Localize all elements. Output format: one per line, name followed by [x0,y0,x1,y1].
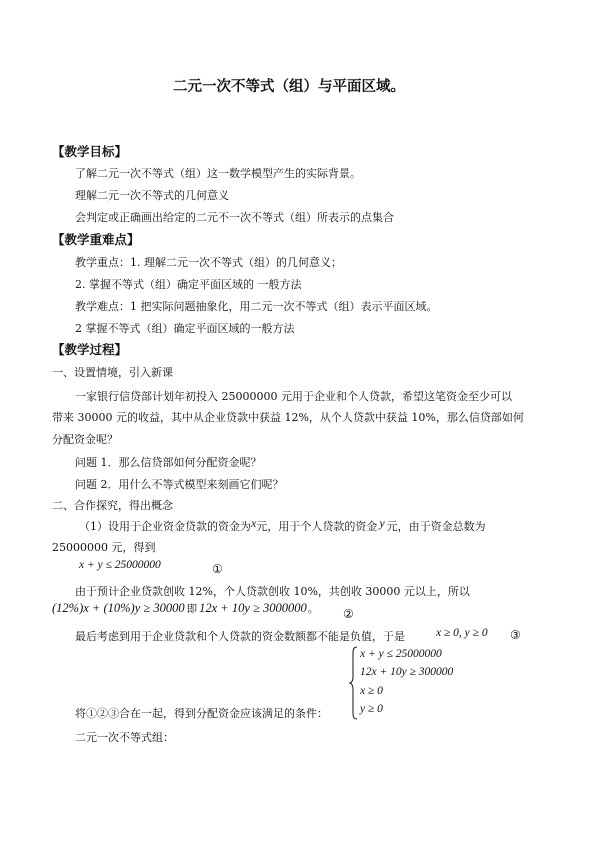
key-point-line: 教学重点：1. 理解二元一次不等式（组）的几何意义； [75,256,342,269]
equation-marker: ③ [510,628,521,642]
inequality-2a: (12%)x + (10%)y ≥ 30000 [52,601,185,615]
paragraph-line: 二元一次不等式组： [75,731,174,744]
system-row: y ≥ 0 [360,703,383,715]
paragraph-line [79,516,486,534]
connector-text: 即 [186,603,198,615]
inequality-2b: 12x + 10y ≥ 3000000 [199,601,307,615]
objective-item: 会判定或正确画出给定的二元不一次不等式（组）所表示的点集合 [75,211,394,224]
inequality-1: x + y ≤ 25000000 [79,559,161,571]
paragraph-line: 25000000 元，得到 [52,541,156,554]
paragraph-text: （1）设用于企业资金贷款的资金为 [79,520,251,533]
paragraph-line: 一家银行信贷部计划年初投入 25000000 元用于企业和个人贷款，希望这笔资金至少可以 [75,390,512,403]
variable-y: y [379,516,385,530]
paragraph-text: 元，由于资金总数为 [386,520,486,533]
section-title: 一、设置情境，引入新课 [52,366,173,379]
inequality-2-line [52,601,319,617]
system-brace [349,646,359,720]
key-point-line: 2 掌握不等式（组）确定平面区域的一般方法 [75,322,295,335]
equation-marker: ② [343,607,354,621]
paragraph-line: 分配资金呢？ [52,433,118,446]
key-points-heading: 【教学重难点】 [52,232,140,247]
objective-item: 理解二元一次不等式的几何意义 [75,189,229,202]
inequality-3: x ≥ 0, y ≥ 0 [436,627,488,639]
section-title: 二、合作探究，得出概念 [52,499,173,512]
objective-item: 了解二元一次不等式（组）这一数学模型产生的实际背景。 [75,167,361,180]
question-2: 问题 2．用什么不等式模型来刻画它们呢？ [75,478,284,491]
paragraph-line: 带来 30000 元的收益，其中从企业贷款中获益 12%，从个人贷款中获益 10%，那么信贷部如何 [52,411,524,424]
system-row: x ≥ 0 [360,685,383,697]
system-row: x + y ≤ 25000000 [360,648,442,660]
key-point-line: 2. 掌握不等式（组）确定平面区域的 一般方法 [75,278,302,291]
page-title: 二元一次不等式（组）与平面区域。 [173,79,405,95]
paragraph-line: 由于预计企业贷款创收 12%，个人贷款创收 10%，共创收 30000 元以上，所以 [75,585,470,598]
paragraph-line: 将①②③合在一起，得到分配资金应该满足的条件： [75,707,328,720]
paragraph-text: 元，用于个人贷款的资金 [256,520,378,533]
period: 。 [307,602,319,615]
key-point-line: 教学难点：1 把实际问题抽象化，用二元一次不等式（组）表示平面区域。 [75,300,438,313]
objectives-heading: 【教学目标】 [52,144,128,159]
variable-x: x [251,516,257,530]
equation-marker: ① [212,562,223,576]
paragraph-line: 最后考虑到用于企业贷款和个人贷款的资金数额都不能是负值，于是 [75,630,405,643]
process-heading: 【教学过程】 [52,342,128,357]
system-row: 12x + 10y ≥ 300000 [360,666,454,678]
question-1: 问题 1．那么信贷部如何分配资金呢？ [75,456,262,469]
